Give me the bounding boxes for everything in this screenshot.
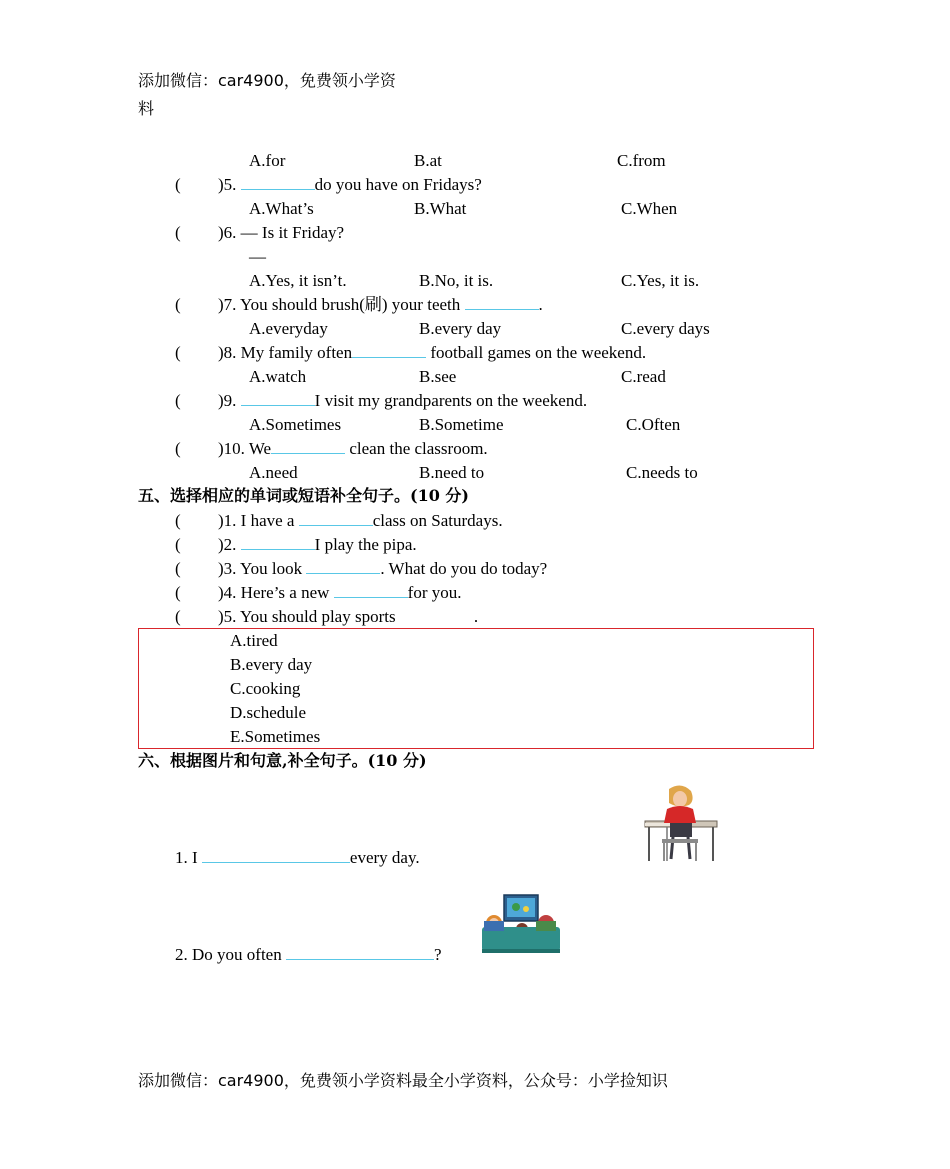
s5-q5-paren: ( — [175, 607, 181, 626]
s5-q5-text-after: . — [473, 607, 479, 626]
s6-q2-line — [175, 944, 442, 966]
s6-q2-text-before: 2. Do you often — [175, 945, 282, 964]
s5-q1-text-after: class on Saturdays. — [372, 511, 503, 530]
watermark-top-line1: 添加微信：car4900，免费领小学资 — [138, 71, 396, 90]
q10-blank — [271, 438, 345, 454]
q9-paren: ( — [175, 391, 181, 410]
q6-option-b: B.No, it is. — [419, 271, 494, 290]
q8-text-after: football games on the weekend. — [430, 343, 647, 362]
s5-q3-blank — [306, 558, 380, 574]
word-bank-option-b: B.every day — [230, 655, 313, 674]
s6-q2-text-after: ? — [433, 945, 442, 964]
q9-number: )9. — [218, 391, 237, 410]
q7-option-b: B.every day — [419, 319, 502, 338]
s6-q1-text-before: 1. I — [175, 848, 198, 867]
q8-number: )8. — [218, 343, 237, 362]
watermark-bottom: 添加微信：car4900，免费领小学资料最全小学资料，公众号：小学捡知识 — [138, 1071, 668, 1090]
s5-q3-text-before: You look — [240, 559, 303, 578]
s5-q5-blank — [400, 606, 474, 622]
q8-paren: ( — [175, 343, 181, 362]
section5-title: 五、选择相应的单词或短语补全句子。(10 分) — [138, 486, 469, 505]
q8-option-a: A.watch — [249, 367, 307, 386]
s5-q3-text-after: . What do you do today? — [380, 559, 548, 578]
s5-q1-line — [218, 510, 503, 532]
q8-line — [218, 342, 646, 364]
q9-text-after: I visit my grandparents on the weekend. — [314, 391, 588, 410]
s5-q5-line — [218, 606, 478, 628]
q10-text-after: clean the classroom. — [349, 439, 488, 458]
s5-q3-number: )3. — [218, 559, 237, 578]
q6-number: )6. — [218, 223, 237, 242]
s5-q2-paren: ( — [175, 535, 181, 554]
s5-q3-line — [218, 558, 547, 580]
q8-option-c: C.read — [621, 367, 666, 386]
q10-option-c: C.needs to — [626, 463, 698, 482]
q7-paren: ( — [175, 295, 181, 314]
q5-number: )5. — [218, 175, 237, 194]
q7-blank — [465, 294, 539, 310]
family-watching-tv-icon — [480, 893, 562, 959]
q5-text-after: do you have on Fridays? — [314, 175, 482, 194]
q10-paren: ( — [175, 439, 181, 458]
q10-number: )10. — [218, 439, 245, 458]
q7-option-c: C.every days — [621, 319, 710, 338]
q4-option-a: A.for — [249, 151, 286, 170]
word-bank-option-e: E.Sometimes — [230, 727, 321, 746]
q10-text-before: We — [248, 439, 272, 458]
q5-line — [218, 174, 482, 196]
word-bank-option-c: C.cooking — [230, 679, 301, 698]
q7-text-after: . — [538, 295, 543, 314]
q9-option-b: B.Sometime — [419, 415, 504, 434]
q6-text: — Is it Friday? — [240, 223, 345, 242]
q5-option-c: C.When — [621, 199, 678, 218]
s5-q4-text-before: Here’s a new — [240, 583, 330, 602]
s6-q1-text-after: every day. — [349, 848, 420, 867]
q10-option-b: B.need to — [419, 463, 485, 482]
s5-q2-text-after: I play the pipa. — [314, 535, 417, 554]
s5-q5-number: )5. — [218, 607, 237, 626]
q7-text-before: You should brush(刷) your teeth — [240, 295, 461, 314]
watermark-top-line2: 料 — [138, 99, 155, 118]
s5-q5-text-before: You should play sports — [240, 607, 396, 626]
s5-q1-blank — [299, 510, 373, 526]
s5-q4-blank — [334, 582, 408, 598]
q6-option-c: C.Yes, it is. — [621, 271, 700, 290]
q7-line — [218, 294, 543, 316]
s5-q4-text-after: for you. — [407, 583, 462, 602]
s5-q4-number: )4. — [218, 583, 237, 602]
q7-option-a: A.everyday — [249, 319, 328, 338]
s6-q1-blank — [202, 847, 350, 863]
q5-option-a: A.What’s — [249, 199, 314, 218]
q9-option-c: C.Often — [626, 415, 681, 434]
q6-answer-dash: — — [249, 247, 266, 266]
q4-option-c: C.from — [617, 151, 666, 170]
word-bank-option-a: A.tired — [230, 631, 278, 650]
q8-option-b: B.see — [419, 367, 457, 386]
q5-blank — [241, 174, 315, 190]
q5-option-b: B.What — [414, 199, 467, 218]
s5-q3-paren: ( — [175, 559, 181, 578]
s5-q4-line — [218, 582, 462, 604]
q6-line — [218, 222, 344, 244]
s5-q1-number: )1. — [218, 511, 237, 530]
q8-blank — [352, 342, 426, 358]
s5-q4-paren: ( — [175, 583, 181, 602]
q10-option-a: A.need — [249, 463, 298, 482]
q10-line — [218, 438, 488, 460]
word-bank-option-d: D.schedule — [230, 703, 307, 722]
q6-option-a: A.Yes, it isn’t. — [249, 271, 347, 290]
q4-option-b: B.at — [414, 151, 442, 170]
q6-paren: ( — [175, 223, 181, 242]
q8-text-before: My family often — [240, 343, 353, 362]
woman-at-desk-icon — [643, 783, 719, 863]
q9-option-a: A.Sometimes — [249, 415, 342, 434]
q9-line — [218, 390, 587, 412]
s5-q2-blank — [241, 534, 315, 550]
q7-number: )7. — [218, 295, 237, 314]
s6-q1-line — [175, 847, 420, 869]
s5-q1-text-before: I have a — [240, 511, 295, 530]
s5-q2-number: )2. — [218, 535, 237, 554]
q9-blank — [241, 390, 315, 406]
section6-title: 六、根据图片和句意,补全句子。(10 分) — [138, 751, 427, 770]
s5-q2-line — [218, 534, 417, 556]
q5-paren: ( — [175, 175, 181, 194]
s5-q1-paren: ( — [175, 511, 181, 530]
s6-q2-blank — [286, 944, 434, 960]
